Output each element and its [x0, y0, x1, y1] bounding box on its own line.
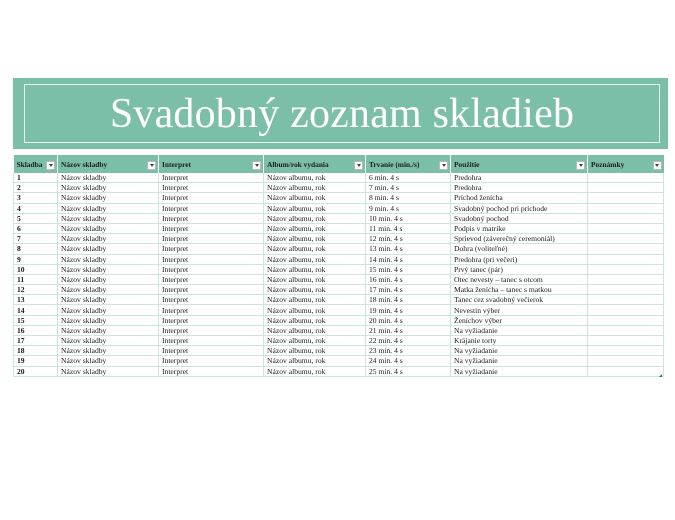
cell-pouzitie[interactable]: Nevestin výber	[451, 305, 588, 315]
cell-poznamky[interactable]	[588, 203, 664, 213]
cell-interpret[interactable]: Interpret	[159, 336, 264, 346]
cell-pouzitie[interactable]: Na vyžiadanie	[451, 356, 588, 366]
cell-skladba[interactable]: 10	[14, 264, 58, 274]
cell-album-rok[interactable]: Názov albumu, rok	[264, 315, 366, 325]
cell-pouzitie[interactable]: Svadobný pochod pri príchode	[451, 203, 588, 213]
title-banner	[13, 78, 668, 149]
header-label: Trvanie (min./s)	[369, 159, 420, 169]
table-row	[14, 173, 664, 183]
header-label: Skladba	[16, 159, 43, 169]
cell-skladba[interactable]: 2	[14, 183, 58, 193]
header-label: Interpret	[162, 159, 192, 169]
cell-interpret[interactable]: Interpret	[159, 173, 264, 183]
cell-trvanie[interactable]: 24 min. 4 s	[366, 356, 451, 366]
cell-skladba[interactable]: 11	[14, 274, 58, 284]
header-label: Poznámky	[591, 159, 625, 169]
cell-pouzitie[interactable]: Na vyžiadanie	[451, 325, 588, 335]
cell-trvanie[interactable]: 21 min. 4 s	[366, 325, 451, 335]
filter-dropdown-icon[interactable]	[252, 161, 261, 170]
cell-trvanie[interactable]: 15 min. 4 s	[366, 264, 451, 274]
filter-dropdown-icon[interactable]	[576, 161, 585, 170]
header-interpret	[159, 155, 264, 173]
cell-trvanie[interactable]: 6 min. 4 s	[366, 173, 451, 183]
header-skladba	[14, 155, 58, 173]
cell-interpret[interactable]: Interpret	[159, 274, 264, 284]
cell-poznamky[interactable]	[588, 193, 664, 203]
cell-album-rok[interactable]: Názov albumu, rok	[264, 274, 366, 284]
cell-nazov-skladby[interactable]: Názov skladby	[58, 183, 159, 193]
cell-nazov-skladby[interactable]: Názov skladby	[58, 203, 159, 213]
cell-trvanie[interactable]: 23 min. 4 s	[366, 346, 451, 356]
cell-nazov-skladby[interactable]: Názov skladby	[58, 173, 159, 183]
cell-poznamky[interactable]	[588, 366, 664, 376]
cell-pouzitie[interactable]: Otec nevesty – tanec s otcom	[451, 274, 588, 284]
cell-album-rok[interactable]: Názov albumu, rok	[264, 213, 366, 223]
table-row	[14, 325, 664, 335]
header-pouzitie	[451, 155, 588, 173]
cell-album-rok[interactable]: Názov albumu, rok	[264, 183, 366, 193]
cell-interpret[interactable]: Interpret	[159, 315, 264, 325]
cell-skladba[interactable]: 1	[14, 173, 58, 183]
cell-trvanie[interactable]: 14 min. 4 s	[366, 254, 451, 264]
cell-album-rok[interactable]: Názov albumu, rok	[264, 285, 366, 295]
cell-poznamky[interactable]	[588, 315, 664, 325]
table-row	[14, 285, 664, 295]
cell-nazov-skladby[interactable]: Názov skladby	[58, 315, 159, 325]
cell-pouzitie[interactable]: Sprievod (záverečný ceremoniál)	[451, 234, 588, 244]
header-trvanie	[366, 155, 451, 173]
cell-trvanie[interactable]: 19 min. 4 s	[366, 305, 451, 315]
cell-pouzitie[interactable]: Predohra	[451, 173, 588, 183]
filter-dropdown-icon[interactable]	[46, 161, 55, 170]
cell-interpret[interactable]: Interpret	[159, 254, 264, 264]
table-row	[14, 213, 664, 223]
cell-skladba[interactable]: 15	[14, 315, 58, 325]
cell-interpret[interactable]: Interpret	[159, 264, 264, 274]
cell-interpret[interactable]: Interpret	[159, 223, 264, 233]
cell-skladba[interactable]: 5	[14, 213, 58, 223]
filter-dropdown-icon[interactable]	[439, 161, 448, 170]
filter-dropdown-icon[interactable]	[653, 161, 662, 170]
table-row	[14, 305, 664, 315]
cell-nazov-skladby[interactable]: Názov skladby	[58, 234, 159, 244]
cell-trvanie[interactable]: 18 min. 4 s	[366, 295, 451, 305]
cell-trvanie[interactable]: 22 min. 4 s	[366, 336, 451, 346]
table-row	[14, 274, 664, 284]
filter-dropdown-icon[interactable]	[354, 161, 363, 170]
cell-trvanie[interactable]: 7 min. 4 s	[366, 183, 451, 193]
cell-nazov-skladby[interactable]: Názov skladby	[58, 274, 159, 284]
table-row	[14, 244, 664, 254]
table-row	[14, 315, 664, 325]
cell-skladba[interactable]: 3	[14, 193, 58, 203]
cell-nazov-skladby[interactable]: Názov skladby	[58, 325, 159, 335]
cell-pouzitie[interactable]: Predohra	[451, 183, 588, 193]
cell-poznamky[interactable]	[588, 173, 664, 183]
filter-dropdown-icon[interactable]	[147, 161, 156, 170]
cell-nazov-skladby[interactable]: Názov skladby	[58, 305, 159, 315]
cell-interpret[interactable]: Interpret	[159, 193, 264, 203]
cell-nazov-skladby[interactable]: Názov skladby	[58, 213, 159, 223]
cell-poznamky[interactable]	[588, 274, 664, 284]
cell-poznamky[interactable]	[588, 325, 664, 335]
cell-poznamky[interactable]	[588, 295, 664, 305]
cell-album-rok[interactable]: Názov albumu, rok	[264, 356, 366, 366]
cell-pouzitie[interactable]: Príchod ženícha	[451, 193, 588, 203]
cell-poznamky[interactable]	[588, 346, 664, 356]
cell-interpret[interactable]: Interpret	[159, 285, 264, 295]
table-row	[14, 203, 664, 213]
cell-trvanie[interactable]: 11 min. 4 s	[366, 223, 451, 233]
cell-album-rok[interactable]: Názov albumu, rok	[264, 366, 366, 376]
cell-nazov-skladby[interactable]: Názov skladby	[58, 285, 159, 295]
cell-skladba[interactable]: 19	[14, 356, 58, 366]
table-row	[14, 183, 664, 193]
cell-skladba[interactable]: 14	[14, 305, 58, 315]
page-title: Svadobný zoznam skladieb	[109, 90, 575, 137]
cell-pouzitie[interactable]: Krájanie torty	[451, 336, 588, 346]
table-header-row	[14, 155, 664, 173]
table-row	[14, 346, 664, 356]
cell-trvanie[interactable]: 17 min. 4 s	[366, 285, 451, 295]
table-row	[14, 356, 664, 366]
cell-interpret[interactable]: Interpret	[159, 366, 264, 376]
cell-trvanie[interactable]: 13 min. 4 s	[366, 244, 451, 254]
cell-trvanie[interactable]: 8 min. 4 s	[366, 193, 451, 203]
cell-nazov-skladby[interactable]: Názov skladby	[58, 346, 159, 356]
table-row	[14, 295, 664, 305]
cell-poznamky[interactable]	[588, 234, 664, 244]
header-nazov-skladby	[58, 155, 159, 173]
cell-poznamky[interactable]	[588, 254, 664, 264]
cell-poznamky[interactable]	[588, 183, 664, 193]
cell-poznamky[interactable]	[588, 336, 664, 346]
cell-interpret[interactable]: Interpret	[159, 213, 264, 223]
cell-album-rok[interactable]: Názov albumu, rok	[264, 346, 366, 356]
cell-skladba[interactable]: 17	[14, 336, 58, 346]
cell-poznamky[interactable]	[588, 305, 664, 315]
cell-skladba[interactable]: 13	[14, 295, 58, 305]
cell-skladba[interactable]: 16	[14, 325, 58, 335]
cell-nazov-skladby[interactable]: Názov skladby	[58, 295, 159, 305]
cell-album-rok[interactable]: Názov albumu, rok	[264, 223, 366, 233]
cell-skladba[interactable]: 20	[14, 366, 58, 376]
cell-skladba[interactable]: 6	[14, 223, 58, 233]
cell-album-rok[interactable]: Názov albumu, rok	[264, 254, 366, 264]
table-row	[14, 366, 664, 376]
cell-interpret[interactable]: Interpret	[159, 305, 264, 315]
cell-album-rok[interactable]: Názov albumu, rok	[264, 203, 366, 213]
cell-interpret[interactable]: Interpret	[159, 356, 264, 366]
cell-album-rok[interactable]: Názov albumu, rok	[264, 173, 366, 183]
cell-nazov-skladby[interactable]: Názov skladby	[58, 223, 159, 233]
cell-poznamky[interactable]	[588, 264, 664, 274]
cell-pouzitie[interactable]: Svadobný pochod	[451, 213, 588, 223]
cell-trvanie[interactable]: 20 min. 4 s	[366, 315, 451, 325]
table-row	[14, 234, 664, 244]
cell-album-rok[interactable]: Názov albumu, rok	[264, 336, 366, 346]
table-row	[14, 254, 664, 264]
cell-skladba[interactable]: 9	[14, 254, 58, 264]
cell-poznamky[interactable]	[588, 356, 664, 366]
cell-pouzitie[interactable]: Prvý tanec (pár)	[451, 264, 588, 274]
cell-pouzitie[interactable]: Ženíchov výber	[451, 315, 588, 325]
cell-pouzitie[interactable]: Dohra (voliteľné)	[451, 244, 588, 254]
cell-nazov-skladby[interactable]: Názov skladby	[58, 336, 159, 346]
cell-album-rok[interactable]: Názov albumu, rok	[264, 325, 366, 335]
cell-poznamky[interactable]	[588, 285, 664, 295]
cell-skladba[interactable]: 8	[14, 244, 58, 254]
cell-interpret[interactable]: Interpret	[159, 325, 264, 335]
cell-poznamky[interactable]	[588, 223, 664, 233]
cell-nazov-skladby[interactable]: Názov skladby	[58, 193, 159, 203]
table-body	[14, 173, 664, 376]
cell-interpret[interactable]: Interpret	[159, 295, 264, 305]
cell-album-rok[interactable]: Názov albumu, rok	[264, 305, 366, 315]
cell-nazov-skladby[interactable]: Názov skladby	[58, 264, 159, 274]
table-resize-handle-icon[interactable]	[659, 374, 662, 377]
header-label: Album/rok vydania	[267, 159, 329, 169]
cell-trvanie[interactable]: 25 min. 4 s	[366, 366, 451, 376]
cell-pouzitie[interactable]: Na vyžiadanie	[451, 346, 588, 356]
cell-nazov-skladby[interactable]: Názov skladby	[58, 356, 159, 366]
cell-trvanie[interactable]: 12 min. 4 s	[366, 234, 451, 244]
cell-poznamky[interactable]	[588, 244, 664, 254]
cell-pouzitie[interactable]: Matka ženícha – tanec s matkou	[451, 285, 588, 295]
cell-skladba[interactable]: 12	[14, 285, 58, 295]
cell-pouzitie[interactable]: Na vyžiadanie	[451, 366, 588, 376]
cell-album-rok[interactable]: Názov albumu, rok	[264, 234, 366, 244]
cell-trvanie[interactable]: 16 min. 4 s	[366, 274, 451, 284]
cell-skladba[interactable]: 7	[14, 234, 58, 244]
header-label: Názov skladby	[61, 159, 108, 169]
header-label: Použitie	[454, 159, 480, 169]
cell-interpret[interactable]: Interpret	[159, 203, 264, 213]
cell-interpret[interactable]: Interpret	[159, 183, 264, 193]
cell-poznamky[interactable]	[588, 213, 664, 223]
title-banner-frame	[24, 84, 660, 143]
cell-skladba[interactable]: 18	[14, 346, 58, 356]
cell-trvanie[interactable]: 10 min. 4 s	[366, 213, 451, 223]
cell-nazov-skladby[interactable]: Názov skladby	[58, 366, 159, 376]
cell-album-rok[interactable]: Názov albumu, rok	[264, 295, 366, 305]
cell-album-rok[interactable]: Názov albumu, rok	[264, 244, 366, 254]
song-list-table	[13, 155, 664, 377]
header-album-rok	[264, 155, 366, 173]
cell-pouzitie[interactable]: Tanec cez svadobný večierok	[451, 295, 588, 305]
cell-album-rok[interactable]: Názov albumu, rok	[264, 193, 366, 203]
cell-nazov-skladby[interactable]: Názov skladby	[58, 254, 159, 264]
cell-pouzitie[interactable]: Predohra (pri večeri)	[451, 254, 588, 264]
table-row	[14, 223, 664, 233]
cell-interpret[interactable]: Interpret	[159, 346, 264, 356]
cell-interpret[interactable]: Interpret	[159, 244, 264, 254]
cell-nazov-skladby[interactable]: Názov skladby	[58, 244, 159, 254]
cell-skladba[interactable]: 4	[14, 203, 58, 213]
table-row	[14, 336, 664, 346]
table-row	[14, 264, 664, 274]
cell-pouzitie[interactable]: Podpis v matrike	[451, 223, 588, 233]
cell-interpret[interactable]: Interpret	[159, 234, 264, 244]
header-poznamky	[588, 155, 664, 173]
cell-album-rok[interactable]: Názov albumu, rok	[264, 264, 366, 274]
table-row	[14, 193, 664, 203]
cell-trvanie[interactable]: 9 min. 4 s	[366, 203, 451, 213]
